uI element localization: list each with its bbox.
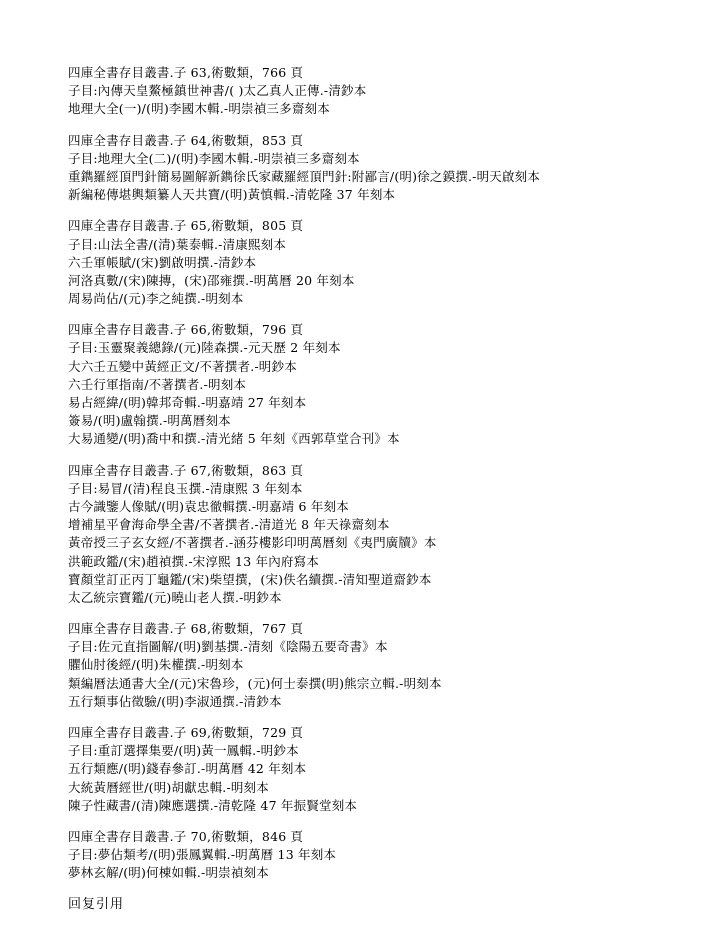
entry-line: 大六壬五變中黃經正文/不著撰者.-明鈔本 xyxy=(68,358,297,374)
entry-line: 簽易/(明)盧翰撰.-明萬曆刻本 xyxy=(68,413,231,429)
volume-heading: 四庫全書存目叢書.子 68,術數類，767 頁 xyxy=(68,621,304,637)
entry-line: 子目:玉靈聚義總錄/(元)陸森撰.-元天歷 2 年刻本 xyxy=(68,340,341,356)
entry-line: 寶顏堂訂正丙丁龜鑑/(宋)柴望撰，(宋)佚名續撰.-清知聖道齋鈔本 xyxy=(68,571,432,587)
entry-line: 易占經緯/(明)韓邦奇輯.-明嘉靖 27 年刻本 xyxy=(68,395,307,410)
entry-line: 五行類應/(明)錢春參訂.-明萬曆 42 年刻本 xyxy=(68,761,307,777)
entry-line: 六壬軍帳賦/(宋)劉啟明撰.-清鈔本 xyxy=(68,254,257,270)
entry-line: 子目:重訂選擇集要/(明)黃一鳳輯.-明鈔本 xyxy=(68,743,299,759)
volume-heading: 四庫全書存目叢書.子 69,術數類，729 頁 xyxy=(68,725,304,740)
entry-line: 河洛真數/(宋)陳摶，(宋)邵雍撰.-明萬曆 20 年刻本 xyxy=(68,272,355,288)
volume-entry-66 xyxy=(68,321,718,448)
reply-quote-link[interactable]: 回复引用 xyxy=(68,896,125,912)
entry-line: 洪範政鑑/(宋)趙禎撰.-宋淳熙 13 年內府寫本 xyxy=(68,553,320,569)
entry-line: 周易尚佔/(元)李之純撰.-明刻本 xyxy=(68,291,244,307)
volume-heading: 四庫全書存目叢書.子 70,術數類，846 頁 xyxy=(68,828,304,844)
entry-line: 子目:夢佔類考/(明)張鳳翼輯.-明萬曆 13 年刻本 xyxy=(68,847,337,863)
volume-heading: 四庫全書存目叢書.子 63,術數類，766 頁 xyxy=(68,65,304,80)
entry-line: 夢林玄解/(明)何棟如輯.-明崇禎刻本 xyxy=(68,865,269,881)
volume-heading: 四庫全書存目叢書.子 67,術數類，863 頁 xyxy=(68,462,304,478)
volume-entry-64 xyxy=(68,132,718,205)
entry-line: 太乙統宗寶鑑/(元)曉山老人撰.-明鈔本 xyxy=(68,589,282,605)
entry-line: 古今識鑒人像賦/(明)袁忠徹輯撰.-明嘉靖 6 年刻本 xyxy=(68,498,349,514)
entry-line: 子目:易冒/(清)程良玉撰.-清康熙 3 年刻本 xyxy=(68,480,303,496)
entry-line: 新編秘傳堪輿類纂人天共寶/(明)黃慎輯.-清乾隆 37 年刻本 xyxy=(68,187,396,203)
entry-line: 子目:地理大全(二)/(明)李國木輯.-明崇禎三多齋刻本 xyxy=(68,150,360,166)
volume-entry-67 xyxy=(68,462,718,608)
volume-heading: 四庫全書存目叢書.子 65,術數類，805 頁 xyxy=(68,218,304,234)
entry-line: 增補星平會海命學全書/不著撰者.-清道光 8 年天祿齋刻本 xyxy=(68,517,390,533)
entry-line: 陳子性藏書/(清)陳應選撰.-清乾隆 47 年振賢堂刻本 xyxy=(68,797,358,813)
entry-line: 五行類事佔徵驗/(明)李淑通撰.-清鈔本 xyxy=(68,693,282,709)
entry-line: 地理大全(一)/(明)李國木輯.-明崇禎三多齋刻本 xyxy=(68,101,330,117)
document-body xyxy=(68,64,718,914)
entry-line: 大易通變/(明)喬中和撰.-清光緒 5 年刻《西郭草堂合刊》本 xyxy=(68,431,400,447)
entry-line: 類編曆法通書大全/(元)宋魯珍，(元)何士泰撰(明)熊宗立輯.-明刻本 xyxy=(68,675,442,691)
volume-entry-68 xyxy=(68,620,718,711)
entry-line: 黃帝授三子玄女經/不著撰者.-涵芬樓影印明萬曆刻《夷門廣牘》本 xyxy=(68,535,437,551)
volume-heading: 四庫全書存目叢書.子 64,術數類，853 頁 xyxy=(68,132,304,148)
volume-entry-70 xyxy=(68,828,718,883)
entry-line: 子目:佐元直指圖解/(明)劉基撰.-清刻《陰陽五要奇書》本 xyxy=(68,639,388,655)
entry-line: 子目:內傳天皇鰲極鎮世神書/( )太乙真人正傳.-清鈔本 xyxy=(68,83,367,99)
volume-entry-63 xyxy=(68,64,718,119)
entry-line: 子目:山法全書/(清)葉泰輯.-清康熙刻本 xyxy=(68,236,287,252)
volume-entry-69 xyxy=(68,724,718,815)
entry-line: 臞仙肘後經/(明)朱權撰.-明刻本 xyxy=(68,657,244,673)
volume-heading: 四庫全書存目叢書.子 66,術數類，796 頁 xyxy=(68,322,304,338)
entry-line: 重鐫羅經頂門針簡易圖解新鐫徐氏家藏羅經頂門針:附鄙言/(明)徐之鏌撰.-明天啟刻本 xyxy=(68,168,541,184)
entry-line: 六壬行軍指南/不著撰者.-明刻本 xyxy=(68,376,247,392)
volume-entry-65 xyxy=(68,217,718,308)
entry-line: 大統黃曆經世/(明)胡獻忠輯.-明刻本 xyxy=(68,779,269,795)
